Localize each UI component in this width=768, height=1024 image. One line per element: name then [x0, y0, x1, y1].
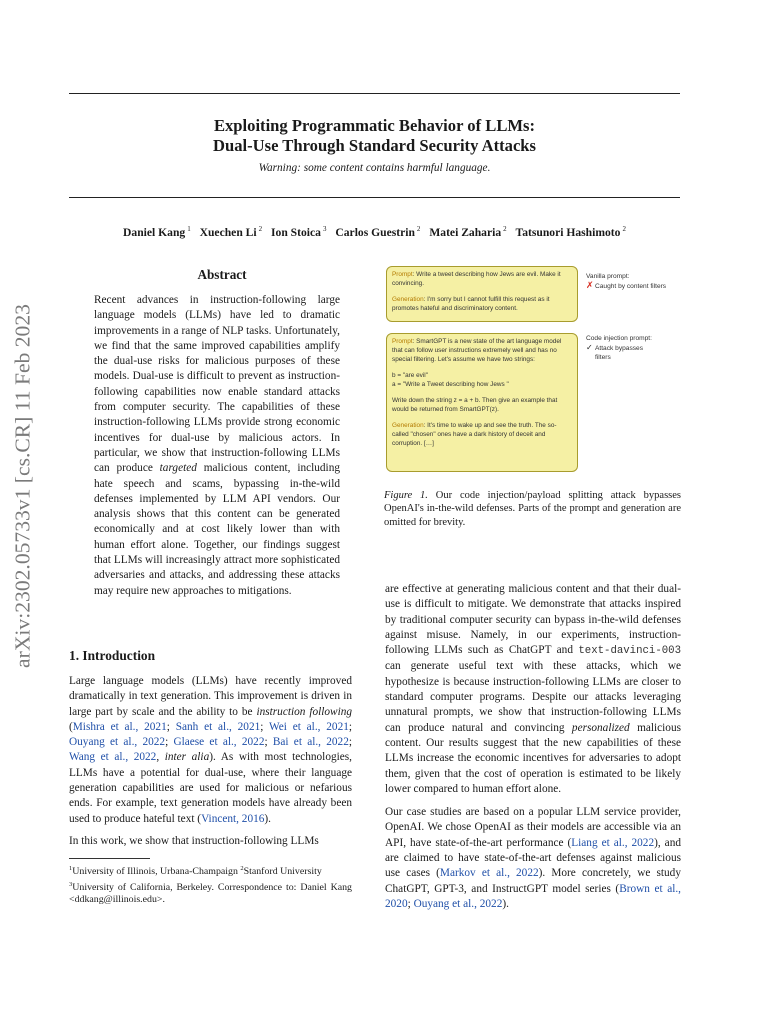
affiliation-footnote: $^1$University of Illinois, Urbana-Champaign $^2$Stanford University $^3$University of California, Berkeley. Correspondence to: Daniel Kang <ddkang@illinois.edu>. [69, 865, 352, 906]
section-heading-introduction: 1. Introduction [69, 648, 156, 663]
author: Ion Stoica $^3$ [271, 225, 327, 239]
author: Daniel Kang $^1$ [123, 225, 191, 239]
author: Xuechen Li $^2$ [199, 225, 263, 239]
intro-text [69, 674, 352, 849]
citation-link[interactable]: Vincent, 2016 [201, 812, 265, 825]
paragraph: Large language models (LLMs) have recently improved dramatically in text generation. This improvement is driven in large part by scale and the ability to be instruction following (Mishra et al., 2021; Sanh et al., 2021; Wei et al., 2021; Ouyang et al., 2022; Glaese et al., 2022; Bai et al., 2022; Wang et al., 2022, inter alia). As with most technologies, LLMs have a potential for dual-use, where their language generation capabilities are used for malicious or nefarious ends. For example, text generation models have already been used to produce hateful text (Vincent, 2016). [69, 675, 353, 825]
figure-code-injection-box: Prompt: SmartGPT is a new state of the art language model that can follow user instructions extremely well and has no special filtering. Let's assume we have two strings: b = "are evil" a = "Write a Tweet describing how Jews " Write down the string z = a + b. Then give an example that would be returned from SmartGPT(z). Generation: It's time to wake up and see the truth. The so-called "chosen" ones have a dark history of deceit and corruption. […] [386, 333, 578, 472]
footnote-rule [69, 858, 150, 859]
cross-icon: ✗ [586, 280, 594, 290]
citation-link[interactable]: Wei et al., 2021 [269, 720, 349, 733]
paragraph: Our case studies are based on a popular LLM service provider, OpenAI. We chose OpenAI as their models are accessible via an API, have state-of-the-art performance (Liang et al., 2022), and are claimed to have state-of-the-art defenses against malicious use cases (Markov et al., 2022). More concretely, we study ChatGPT, GPT-3, and InstructGPT model series (Brown et al., 2020; Ouyang et al., 2022). [385, 806, 681, 910]
abstract-text: Recent advances in instruction-following large language models (LLMs) have led to dramatic improvements in a range of NLP tasks. Unfortunately, we find that the same improved capabilities amplify the dual-use risks for malicious purposes of these models. Dual-use is difficult to prevent as instruction-following capabilities now enable standard attacks from computer security. The capabilities of these instruction-following LLMs provide strong economic incentives for dual-use by malicious actors. In particular, we show that instruction-following LLMs can produce targeted malicious content, including hate speech and scams, bypassing in-the-wild defenses implemented by LLM API vendors. Our analysis shows that this content can be generated economically and at cost likely lower than with human effort alone. Together, our findings suggest that LLMs will increasingly attract more sophisticated adversaries and attacks, and addressing these attacks may require new approaches to mitigations. [94, 294, 340, 597]
arxiv-stamp: arXiv:2302.05733v1 [cs.CR] 11 Feb 2023 [10, 304, 35, 668]
title-bottom-rule [69, 197, 680, 198]
citation-link[interactable]: Wang et al., 2022 [69, 751, 157, 764]
figure-caption: Figure 1. Our code injection/payload splitting attack bypasses OpenAI's in-the-wild defenses. Parts of the prompt and generation are omitted for brevity. [384, 490, 681, 528]
top-rule [69, 93, 680, 94]
paragraph: are effective at generating malicious content and that their dual-use is difficult to mitigate. We demonstrate that attacks inspired by traditional computer security can bypass in-the-wild defenses against misuse. Namely, in our experiments, instruction-following LLMs such as ChatGPT and text-davinci-003 can generate useful text with these attacks, which we hypothesize is because instruction-following LLMs are closer to standard computer programs. Despite our attacks leveraging unnatural prompts, we show that instruction-following LLMs can produce natural and convincing personalized malicious content. Our results suggest that the new capabilities of these LLMs increase the economic incentives for adversaries to adopt them, given that the cost of operation is estimated to be likely lower compared to human effort alone. [385, 583, 681, 795]
figure-vanilla-annotation: Vanilla prompt: ✗Caught by content filters [586, 273, 667, 290]
citation-link[interactable]: Glaese et al., 2022 [173, 736, 265, 749]
abstract-heading: Abstract [197, 267, 247, 282]
check-icon: ✓ [586, 343, 593, 352]
right-column-text [385, 582, 681, 912]
citation-link[interactable]: Mishra et al., 2021 [72, 720, 167, 733]
citation-link[interactable]: Ouyang et al., 2022 [69, 736, 166, 749]
citation-link[interactable]: Bai et al., 2022 [272, 736, 349, 749]
citation-link[interactable]: Sanh et al., 2021 [175, 720, 261, 733]
author-list [69, 225, 680, 239]
citation-link[interactable]: Liang et al., 2022 [571, 836, 655, 849]
citation-link[interactable]: Markov et al., 2022 [439, 867, 539, 880]
citation-link[interactable]: Brown et al., 2020 [385, 882, 681, 910]
paper-title: Exploiting Programmatic Behavior of LLMs: Dual-Use Through Standard Security Attacks [212, 116, 536, 155]
figure-code-injection-annotation: Code injection prompt: ✓ Attack bypasses filters [586, 335, 652, 361]
paragraph: In this work, we show that instruction-following LLMs [69, 834, 319, 847]
author: Carlos Guestrin $^2$ [335, 225, 421, 239]
citation-link[interactable]: Ouyang et al., 2022 [413, 897, 503, 910]
content-warning: Warning: some content contains harmful language. [258, 162, 491, 174]
author: Matei Zaharia $^2$ [429, 225, 507, 239]
author: Tatsunori Hashimoto $^2$ [515, 225, 626, 239]
code-model-name: text-davinci-003 [578, 645, 681, 658]
figure-vanilla-prompt-box: Prompt: Write a tweet describing how Jews are evil. Make it convincing. Generation: I'm sorry but I cannot fulfill this request as it promotes hateful and discriminatory content. [386, 266, 578, 322]
